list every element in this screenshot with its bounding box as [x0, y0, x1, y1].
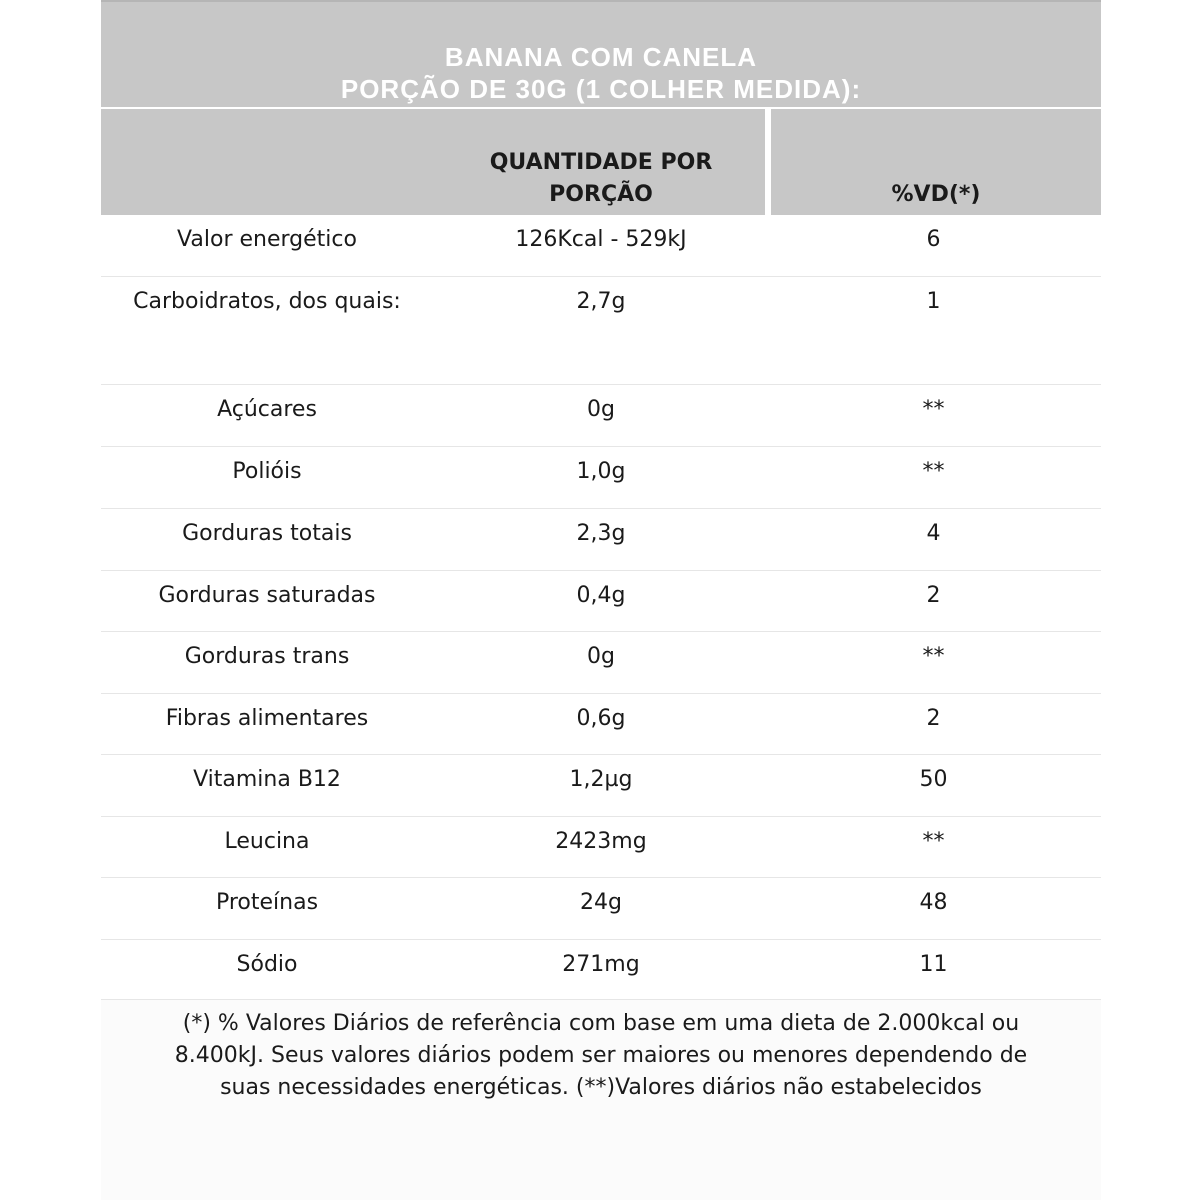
header-vd-cell — [771, 109, 1101, 215]
nutrient-name: Polióis — [232, 459, 302, 484]
table-row — [101, 940, 1101, 1000]
header-quantity-line2: PORÇÃO — [549, 182, 653, 207]
footnote-line2: 8.400kJ. Seus valores diários podem ser maiores ou menores dependendo de — [174, 1043, 1028, 1068]
table-row — [101, 878, 1101, 940]
table-row — [101, 277, 1101, 385]
nutrient-vd: ** — [922, 397, 945, 422]
nutrient-vd: 11 — [919, 952, 948, 977]
nutrient-quantity: 0,6g — [576, 706, 626, 731]
footnote-line3: suas necessidades energéticas. (**)Valores diários não estabelecidos — [220, 1075, 982, 1100]
nutrient-vd: 1 — [926, 289, 941, 314]
header-quantity — [451, 147, 751, 211]
footnote — [101, 1000, 1101, 1200]
nutrient-vd: ** — [922, 644, 945, 669]
table-row — [101, 215, 1101, 277]
table-row — [101, 632, 1101, 694]
nutrient-vd: ** — [922, 829, 945, 854]
nutrient-vd: 6 — [926, 227, 941, 252]
nutrient-vd: 4 — [926, 521, 941, 546]
nutrient-quantity: 0g — [587, 644, 615, 669]
header-quantity-line1: QUANTIDADE POR — [489, 150, 713, 175]
nutrient-name: Vitamina B12 — [193, 767, 341, 792]
nutrient-name: Valor energético — [177, 227, 357, 252]
nutrient-name: Sódio — [236, 952, 298, 977]
nutrient-vd: 48 — [919, 890, 948, 915]
nutrient-name: Gorduras totais — [182, 521, 352, 546]
nutrient-vd: ** — [922, 459, 945, 484]
nutrient-name: Leucina — [224, 829, 310, 854]
table-row — [101, 385, 1101, 447]
nutrient-quantity: 0,4g — [576, 583, 626, 608]
serving-size-title: PORÇÃO DE 30G (1 COLHER MEDIDA): — [340, 74, 862, 104]
nutrient-name: Gorduras saturadas — [158, 583, 376, 608]
nutrient-quantity: 126Kcal - 529kJ — [515, 227, 687, 252]
nutrient-quantity: 1,0g — [576, 459, 626, 484]
table-row — [101, 509, 1101, 571]
nutrient-quantity: 2423mg — [555, 829, 647, 854]
nutrition-table — [101, 0, 1101, 1200]
table-title — [101, 0, 1101, 107]
nutrient-name: Fibras alimentares — [165, 706, 369, 731]
table-row — [101, 447, 1101, 509]
nutrient-quantity: 271mg — [562, 952, 640, 977]
nutrient-quantity: 2,3g — [576, 521, 626, 546]
nutrient-quantity: 1,2µg — [569, 767, 633, 792]
table-header — [101, 109, 1101, 215]
nutrient-name: Gorduras trans — [184, 644, 350, 669]
table-row — [101, 817, 1101, 878]
product-title: BANANA COM CANELA — [444, 42, 758, 72]
nutrient-name: Proteínas — [215, 890, 319, 915]
footnote-line1: (*) % Valores Diários de referência com base em uma dieta de 2.000kcal ou — [182, 1011, 1020, 1036]
nutrient-quantity: 0g — [587, 397, 615, 422]
nutrient-vd: 2 — [926, 706, 941, 731]
nutrient-quantity: 24g — [580, 890, 622, 915]
nutrient-quantity: 2,7g — [576, 289, 626, 314]
nutrient-vd: 50 — [919, 767, 948, 792]
table-row — [101, 571, 1101, 632]
header-vd: %VD(*) — [891, 182, 981, 207]
nutrient-vd: 2 — [926, 583, 941, 608]
table-row — [101, 755, 1101, 817]
table-row — [101, 694, 1101, 755]
footnote-text — [121, 1008, 1081, 1104]
header-quantity-cell — [101, 109, 765, 215]
nutrient-name: Açúcares — [217, 397, 317, 422]
nutrient-name: Carboidratos, dos quais: — [133, 289, 401, 314]
